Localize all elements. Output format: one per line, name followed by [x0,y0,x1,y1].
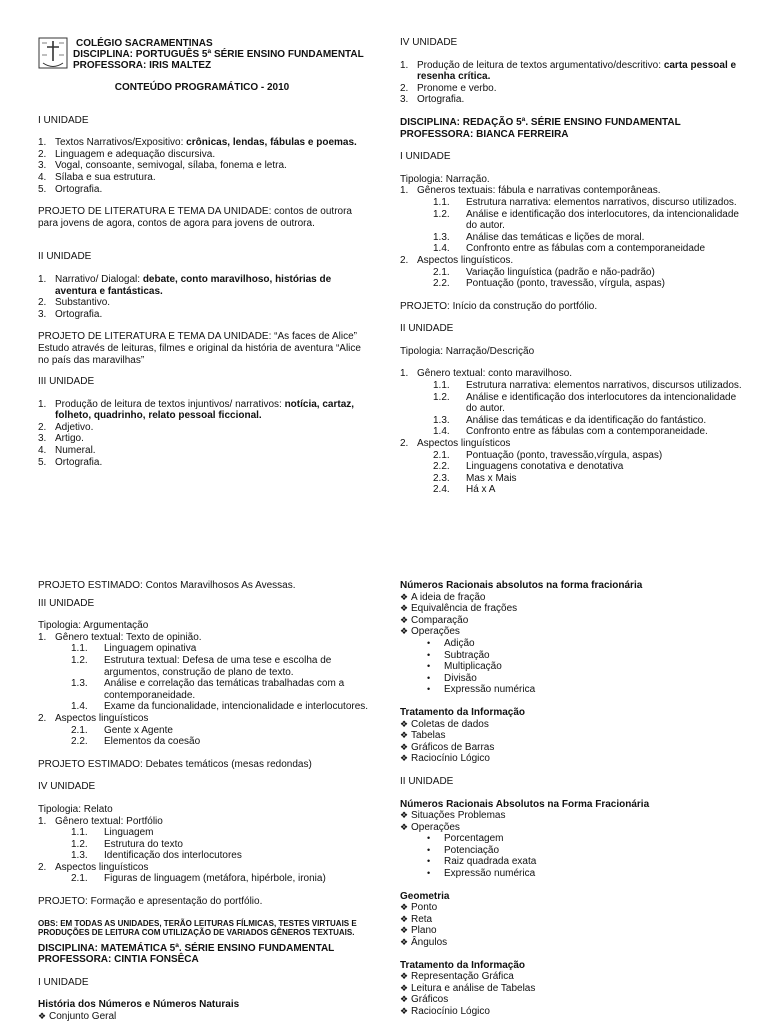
mat-history-list [38,1011,373,1023]
list-item: 2. Linguagem e adequação discursiva. [38,148,216,160]
list-item: ❖ Raciocínio Lógico [400,1006,490,1017]
program-title: CONTEÚDO PROGRAMÁTICO - 2010 [114,82,290,93]
dot-bullet-icon: • [427,868,431,879]
red-observation: OBS: EM TODAS AS UNIDADES, TERÃO LEITURAS FÍLMICAS, TESTES VIRTUAIS E PRODUÇÕES DE LEITURA COM UTILIZAÇÃO DE VARIADOS GÊNEROS TEXTUAIS. [38,918,357,937]
red-unit-4-tipologia: Tipologia: Relato [38,803,113,815]
port-unit-4-title: IV UNIDADE [400,37,458,48]
diamond-bullet-icon: ❖ [400,982,409,993]
matematica-teacher: PROFESSORA: CINTIA FONSÊCA [38,954,199,966]
diamond-bullet-icon: ❖ [400,626,409,637]
diamond-bullet-icon: ❖ [400,753,409,764]
school-header [38,37,366,71]
mat-racionais-2-list [400,810,745,880]
list-item: 1. Produção de leitura de textos injuntivos/ narrativos: notícia, cartaz, folheto, quadrinho, relato pessoal ficcional. [38,398,355,422]
red-unit-4-list [38,816,373,886]
list-item: ❖ Gráficos de Barras [400,741,495,753]
discipline-portugues: DISCIPLINA: PORTUGUÊS 5ª SÉRIE ENSINO FUNDAMENTAL [73,49,364,60]
school-name: COLÉGIO SACRAMENTINAS [76,38,213,49]
list-item: 4. Sílaba e sua estrutura. [38,171,156,183]
mat-unit-2-title: II UNIDADE [400,775,454,787]
red-unit-3-project: PROJETO ESTIMADO: Debates temáticos (mesas redondas) [38,758,312,770]
mat-tratamento-1-list [400,719,745,765]
mat-tratamento-2-title: Tratamento da Informação [400,959,526,971]
sub-list [411,833,745,879]
teacher-portugues: PROFESSORA: IRIS MALTEZ [73,60,212,71]
list-item: ❖ Raciocínio Lógico [400,753,490,765]
list-item: ❖ Operações • Adição • Subtração • Multiplicação • Divisão • Expressão numérica [400,626,745,696]
red-unit-2-tipologia: Tipologia: Narração/Descrição [400,345,535,357]
diamond-bullet-icon: ❖ [400,614,409,625]
mat-geometria-list [400,902,745,948]
red-unit-2-project: PROJETO ESTIMADO: Contos Maravilhosos As Avessas. [38,580,296,591]
list-item: ❖ Tabelas [400,730,446,742]
list-item: 3. Ortografia. [400,94,465,106]
list-item: ❖ Reta [400,913,433,925]
red-unit-1-title: I UNIDADE [400,151,451,163]
school-crest-icon [38,37,68,71]
list-item: ❖ Representação Gráfica [400,971,514,983]
list-item: ❖ Situações Problemas [400,810,506,822]
list-item: ❖ Leitura e análise de Tabelas [400,982,536,994]
sub-item: 1.4. Exame da funcionalidade, intencionalidade e interlocutores. [71,701,369,713]
sub-item: 2.2. Elementos da coesão [71,736,201,748]
redacao-teacher: PROFESSORA: BIANCA FERREIRA [400,128,569,140]
list-item: 2. Aspectos linguísticos 2.1. Gente x Agente 2.2. Elementos da coesão [38,713,373,748]
red-unit-2-title: II UNIDADE [400,323,454,335]
dot-bullet-icon: • [427,672,431,683]
list-item: 1. Gênero textual: conto maravilhoso. 1.1. Estrutura narrativa: elementos narrativos, discursos utilizados. 1.2. Análise e identificação dos interlocutores da intencionalidade do autor. 1.3. Análise das temáticas e da identificação do fantástico. 1.4. Confronto entre as fábulas com a contemporaneidade. [400,368,745,438]
sub-item: 2.3. Mas x Mais [433,472,517,484]
sub-list [55,827,373,862]
dot-bullet-icon: • [427,856,431,867]
red-unit-1-project: PROJETO: Início da construção do portfólio. [400,300,598,312]
header-lines [73,37,364,71]
sub-item: • Potenciação [427,844,500,856]
sub-list [417,267,745,290]
red-unit-1-list [400,185,745,289]
list-item: ❖ A ideia de fração [400,591,486,603]
sub-item: 1.2. Análise e identificação dos interlocutores da intencionalidade do autor. [433,391,737,415]
list-item: 2. Pronome e verbo. [400,82,497,94]
list-item: ❖ Operações • Porcentagem • Potenciação • Raiz quadrada exata • Expressão numérica [400,822,745,880]
list-item: 5. Ortografia. [38,456,103,468]
sub-item: 1.3. Análise e correlação das temáticas trabalhadas com a contemporaneidade. [71,678,345,701]
sub-item: 1.3. Identificação dos interlocutores [71,850,242,862]
sub-item: • Adição [427,637,475,649]
list-item: 1. Gêneros textuais: fábula e narrativas contemporâneas. 1.1. Estrutura narrativa: elementos narrativos, discurso utilizados. 1.2. Análise e identificação dos interlocutores, da intencionalidade do autor. 1.3. Análise das temáticas e lições de moral. 1.4. Confronto entre as fábulas com a contemporaneidade [400,185,745,255]
list-item: ❖ Equivalência de frações [400,603,518,615]
mat-racionais-list [400,592,745,696]
diamond-bullet-icon: ❖ [400,718,409,729]
port-unit-1-project: PROJETO DE LITERATURA E TEMA DA UNIDADE: contos de outrora para jovens de agora, contos de agora para jovens de outrora. [38,206,352,229]
page-1-left-column [38,37,366,468]
sub-item: 2.2. Pontuação (ponto, travessão, vírgula, aspas) [433,278,666,290]
diamond-bullet-icon: ❖ [400,925,409,936]
dot-bullet-icon: • [427,684,431,695]
list-item: 1. Gênero textual: Texto de opinião. 1.1. Linguagem opinativa 1.2. Estrutura textual: Defesa de uma tese e escolha de argumentos, construção de plano de texto. 1.3. Análise e correlação das temáticas trabalhadas com a contemporaneidade. 1.4. Exame da funcionalidade, intencionalidade e interlocutores. [38,632,373,713]
list-item: 4. Numeral. [38,445,96,457]
red-unit-2-list [400,368,745,496]
mat-tratamento-2-list [400,971,745,1017]
mat-geometria-title: Geometria [400,890,450,902]
list-item: 3. Vogal, consoante, semivogal, sílaba, fonema e letra. [38,160,287,172]
red-unit-4-project: PROJETO: Formação e apresentação do portfólio. [38,896,263,908]
list-item: 1. Textos Narrativos/Expositivo: crônicas, lendas, fábulas e poemas. [38,137,357,149]
sub-list [417,197,745,255]
diamond-bullet-icon: ❖ [400,902,409,913]
list-item: 2. Aspectos linguísticos. 2.1. Variação linguística (padrão e não-padrão) 2.2. Pontuação (ponto, travessão, vírgula, aspas) [400,255,745,290]
red-unit-3-list [38,632,373,748]
diamond-bullet-icon: ❖ [400,730,409,741]
list-item: ❖ Ponto [400,902,438,914]
list-item: 2. Substantivo. [38,297,111,309]
diamond-bullet-icon: ❖ [400,913,409,924]
list-item: 1. Narrativo/ Dialogal: debate, conto maravilhoso, histórias de aventura e fantásticas. [38,273,332,297]
list-item: 5. Ortografia. [38,183,103,195]
list-item: 3. Artigo. [38,433,84,445]
diamond-bullet-icon: ❖ [400,971,409,982]
diamond-bullet-icon: ❖ [400,1006,409,1016]
mat-tratamento-1-title: Tratamento da Informação [400,706,526,718]
diamond-bullet-icon: ❖ [400,994,409,1005]
sub-list [417,450,745,496]
red-unit-3-tipologia: Tipologia: Argumentação [38,620,149,632]
port-unit-3-title: III UNIDADE [38,376,95,388]
list-item: ❖ Gráficos [400,994,449,1006]
matematica-discipline: DISCIPLINA: MATEMÁTICA 5ª. SÉRIE ENSINO FUNDAMENTAL [38,942,335,954]
sub-item: • Expressão numérica [427,868,536,880]
diamond-bullet-icon: ❖ [400,821,409,832]
page-2-right-column [400,580,745,1018]
sub-item: • Multiplicação [427,661,502,673]
port-unit-2-project: PROJETO DE LITERATURA E TEMA DA UNIDADE: “As faces de Alice” Estudo através de leituras, filmes e original da história de aventura “Alice no país das maravilhas” [38,331,361,366]
list-item: ❖ Plano [400,925,437,937]
mat-unit-1-title: I UNIDADE [38,976,89,988]
sub-item: • Porcentagem [427,833,504,845]
sub-list [55,643,373,713]
red-unit-4-title: IV UNIDADE [38,781,96,793]
sub-list [55,873,373,885]
dot-bullet-icon: • [427,637,431,648]
sub-item: 2.2. Linguagens conotativa e denotativa [433,461,624,473]
sub-item: 2.1. Variação linguística (padrão e não-padrão) [433,266,655,278]
sub-list [411,638,745,696]
diamond-bullet-icon: ❖ [400,937,409,948]
dot-bullet-icon: • [427,661,431,672]
diamond-bullet-icon: ❖ [400,603,409,614]
sub-item: 1.3. Análise das temáticas e da identificação do fantástico. [433,414,707,426]
port-unit-4-list [400,60,745,106]
dot-bullet-icon: • [427,844,431,855]
list-item: ❖ Comparação [400,614,469,626]
sub-item: • Subtração [427,649,490,661]
sub-item: 1.3. Análise das temáticas e lições de moral. [433,231,645,243]
sub-item: 2.1. Gente x Agente [71,724,173,736]
port-unit-1-title: I UNIDADE [38,114,89,126]
sub-item: 2.1. Figuras de linguagem (metáfora, hipérbole, ironia) [71,873,326,885]
red-unit-1-tipologia: Tipologia: Narração. [400,173,490,185]
list-item: 2. Adjetivo. [38,421,94,433]
list-item: ❖ Conjunto Geral [38,1011,117,1023]
mat-history-title: História dos Números e Números Naturais [38,999,240,1011]
sub-list [417,380,745,438]
sub-item: 1.1. Estrutura narrativa: elementos narrativos, discurso utilizados. [433,196,737,208]
sub-item: • Expressão numérica [427,684,536,696]
sub-item: 1.1. Linguagem [71,827,154,839]
sub-item: 1.2. Estrutura textual: Defesa de uma tese e escolha de argumentos, construção de plano de texto. [71,654,332,678]
dot-bullet-icon: • [427,649,431,660]
list-item: ❖ Coletas de dados [400,718,489,730]
list-item: 1. Produção de leitura de textos argumentativo/descritivo: carta pessoal e resenha crítica. [400,59,737,83]
port-unit-2-title: II UNIDADE [38,251,92,263]
list-item: 3. Ortografia. [38,308,103,320]
dot-bullet-icon: • [427,833,431,844]
page-2-left-column [38,580,373,1023]
red-unit-3-title: III UNIDADE [38,597,95,609]
diamond-bullet-icon: ❖ [38,1011,47,1022]
list-item: ❖ Ângulos [400,937,448,949]
list-item: 2. Aspectos linguísticos 2.1. Figuras de linguagem (metáfora, hipérbole, ironia) [38,862,373,885]
sub-item: 1.4. Confronto entre as fábulas com a contemporaneidade. [433,426,708,438]
list-item: 1. Gênero textual: Portfólio 1.1. Linguagem 1.2. Estrutura do texto 1.3. Identificação dos interlocutores [38,816,373,862]
sub-item: 2.4. Há x A [433,484,496,496]
port-unit-2-list [38,274,366,320]
sub-item: • Divisão [427,672,477,684]
page-2 [0,574,768,1024]
page-1-right-column [400,37,745,496]
sub-item: 2.1. Pontuação (ponto, travessão,vírgula, aspas) [433,449,663,461]
sub-item: 1.2. Estrutura do texto [71,838,183,850]
sub-list [55,725,373,748]
list-item: 2. Aspectos linguísticos 2.1. Pontuação (ponto, travessão,vírgula, aspas) 2.2. Linguagens conotativa e denotativa 2.3. Mas x Mais 2.4. Há x A [400,438,745,496]
sub-item: 1.4. Confronto entre as fábulas com a contemporaneidade [433,243,706,255]
diamond-bullet-icon: ❖ [400,741,409,752]
diamond-bullet-icon: ❖ [400,810,409,821]
sub-item: • Raiz quadrada exata [427,856,537,868]
port-unit-1-list [38,137,366,195]
sub-item: 1.2. Análise e identificação dos interlocutores, da intencionalidade do autor. [433,208,739,232]
port-unit-3-list [38,399,366,469]
redacao-discipline: DISCIPLINA: REDAÇÃO 5ª. SÉRIE ENSINO FUNDAMENTAL [400,116,681,128]
diamond-bullet-icon: ❖ [400,591,409,602]
mat-racionais-title: Números Racionais absolutos na forma fracionária [400,580,643,591]
sub-item: 1.1. Estrutura narrativa: elementos narrativos, discursos utilizados. [433,380,742,392]
sub-item: 1.1. Linguagem opinativa [71,643,197,655]
mat-racionais-2-title: Números Racionais Absolutos na Forma Fracionária [400,798,650,810]
